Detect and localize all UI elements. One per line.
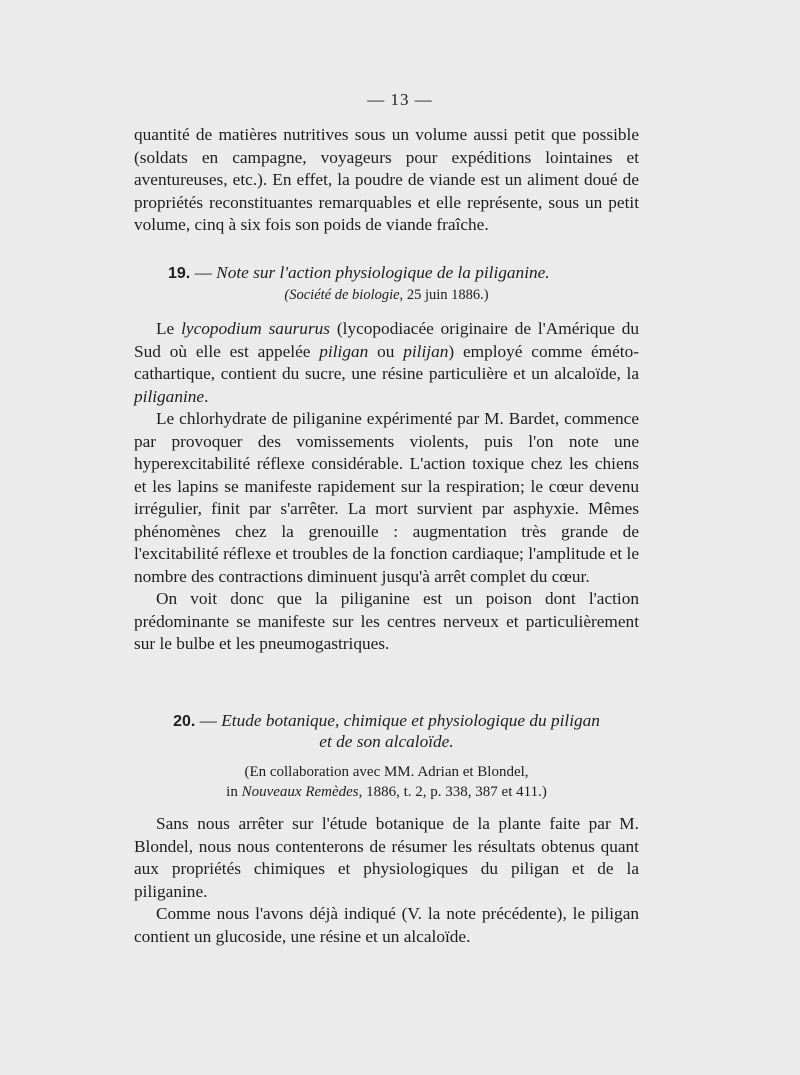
section-20-heading: [134, 710, 639, 733]
s20-source-journal: Nouveaux Remèdes,: [241, 784, 363, 800]
section-20-body: [134, 813, 639, 948]
s19-p1-le: Le: [156, 319, 182, 338]
section-19-paragraph-1: [134, 318, 639, 408]
section-19-number: 19.: [168, 265, 191, 282]
s20-source-rest: 1886, t. 2, p. 338, 387 et 411.): [362, 784, 547, 800]
section-19-source-date: 25 juin 1886.): [403, 287, 489, 303]
s19-p1-rest: ) employé comme éméto-cathartique, contient du sucre, une résine particulière et un alcaloïde, la: [134, 341, 639, 383]
section-19-heading: [134, 262, 673, 285]
section-20-source-line-2: [134, 782, 639, 802]
section-20-paragraph-2: Comme nous l'avons déjà indiqué (V. la note précédente), le piligan contient un glucoside, une résine et un alcaloïde.: [134, 904, 639, 946]
section-20-source: [134, 762, 639, 802]
section-19-source: [134, 287, 639, 304]
s19-p1-species: lycopodium saururus: [181, 319, 331, 338]
section-19-source-venue: (Société de biologie,: [284, 287, 404, 303]
s19-p1-middle: (lycopodiacée originaire de l'Amérique du Sud où elle est appelée: [134, 319, 640, 361]
section-20-dash: —: [195, 711, 222, 730]
s20-source-in: in: [226, 784, 242, 800]
s19-p1-ou: ou: [368, 341, 404, 361]
section-19-paragraph-2: Le chlorhydrate de piliganine expérimenté par M. Bardet, commence par provoquer des vomissements violents, puis l'on note une hyperexcitabilité réflexe considérable. L'action toxique chez les chiens et les lapins se manifeste rapidement sur la respiration; le cœur devenu irrégulier, finit par s'arrêter. La mort survient par asphyxie. Mêmes phénomènes chez la grenouille : augmentation très grande de l'excitabilité réflexe et troubles de la fonction cardiaque; l'amplitude et le nombre des contractions diminuent jusqu'à arrêt complet du cœur.: [134, 409, 639, 586]
section-20-source-line-1: (En collaboration avec MM. Adrian et Blondel,: [244, 764, 529, 780]
section-20-title-line-2: et de son alcaloïde.: [319, 732, 454, 751]
section-20-paragraph-1: Sans nous arrêter sur l'étude botanique de la plante faite par M. Blondel, nous nous contenterons de résumer les résultats obtenus quant aux propriétés chimiques et physiologiques du piligan et de la piliganine.: [134, 814, 639, 901]
section-19-body: [134, 318, 639, 656]
section-19-title: Note sur l'action physiologique de la piliganine.: [216, 263, 550, 282]
section-20-number: 20.: [173, 713, 196, 730]
intro-text: [134, 124, 639, 237]
s19-p1-name2: pilijan: [403, 341, 449, 361]
s19-p1-name1: piligan: [319, 341, 369, 361]
page-number: — 13 —: [367, 90, 433, 109]
intro-paragraph: quantité de matières nutritives sous un volume aussi petit que possible (soldats en campagne, voyageurs pour expéditions lointaines et aventureuses, etc.). En effet, la poudre de viande est un aliment doué de propriétés reconstituantes remarquables et elle représente, sous un petit volume, cinq à six fois son poids de viande fraîche.: [134, 125, 639, 234]
s19-p1-end: .: [204, 386, 209, 406]
s19-p1-alk: piliganine: [134, 386, 205, 406]
section-20-title-line-1: Etude botanique, chimique et physiologique du piligan: [221, 711, 600, 730]
section-19-dash: —: [190, 263, 217, 282]
section-19-paragraph-3: On voit donc que la piliganine est un poison dont l'action prédominante se manifeste sur les centres nerveux et particulièrement sur le bulbe et les pneumogastriques.: [134, 589, 639, 653]
